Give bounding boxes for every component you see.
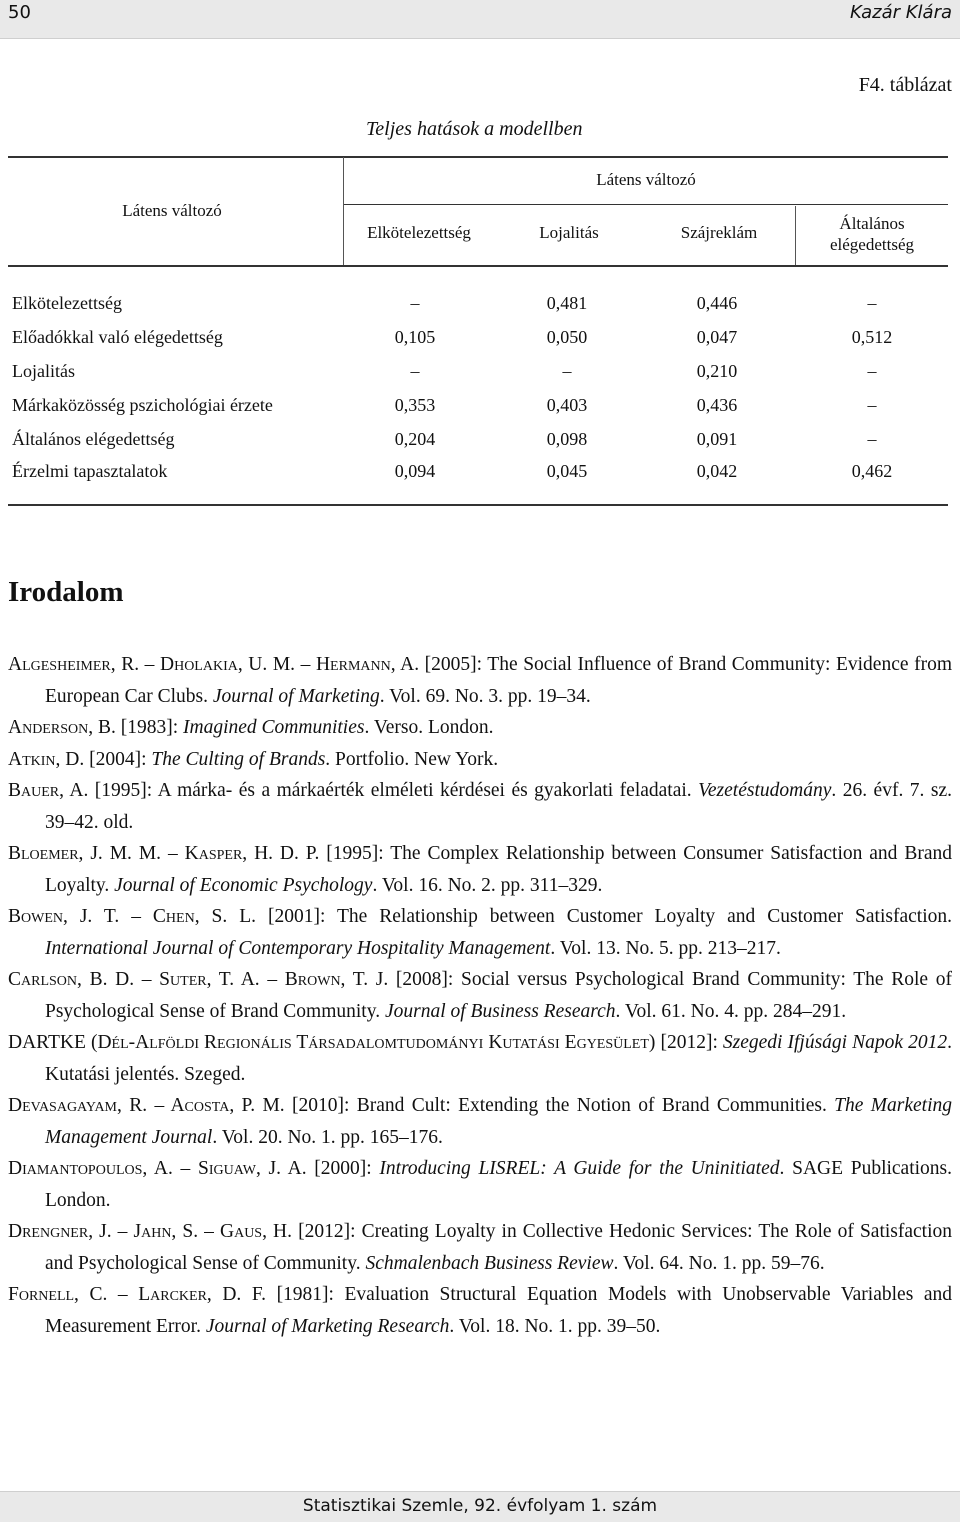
reference-details: . 26. évf. 7. sz. 39–42. old.	[45, 780, 952, 833]
row-label: Lojalitás	[12, 361, 75, 381]
reference-details: . SAGE Publications. London.	[45, 1158, 953, 1211]
section-title: Irodalom	[8, 576, 124, 608]
reference-text: [2012]:	[655, 1032, 723, 1053]
reference-authors: Devasagayam, R. – Acosta, P. M.	[8, 1095, 285, 1116]
table-cell: 0,045	[546, 461, 588, 481]
reference-details: . Vol. 18. No. 1. pp. 39–50.	[449, 1315, 661, 1337]
reference-source: Journal of Business Research	[384, 1000, 616, 1022]
reference-source: Journal of Marketing Research	[205, 1315, 450, 1337]
table-cell: 0,353	[394, 395, 436, 415]
table-cell: 0,050	[546, 327, 588, 347]
row-label: Elkötelezettség	[12, 293, 122, 313]
reference-authors: Diamantopoulos, A. – Siguaw, J. A.	[8, 1158, 307, 1179]
table-cell: 0,091	[696, 429, 738, 449]
reference-item	[8, 1153, 952, 1216]
row-label: Általános elégedettség	[12, 429, 175, 449]
table-cell: –	[410, 361, 420, 381]
reference-item	[8, 964, 952, 1027]
running-header	[0, 0, 960, 39]
reference-details: . Portfolio. New York.	[325, 748, 499, 770]
table-cell: 0,446	[696, 293, 738, 313]
table-cell: –	[562, 361, 572, 381]
table-cell: –	[867, 361, 877, 381]
reference-text: [1995]: The Complex Relationship between Consumer Satisfaction and Brand Loyalty.	[45, 843, 952, 896]
reference-details: . Vol. 64. No. 1. pp. 59–76.	[613, 1252, 825, 1274]
running-author: Kazár Klára	[849, 2, 952, 23]
col-header-elkotelezettseg: Elkötelezettség	[367, 223, 471, 242]
reference-source: Journal of Economic Psychology	[114, 874, 373, 896]
reference-source: Schmalenbach Business Review	[365, 1252, 614, 1274]
row-label: Előadókkal való elégedettség	[12, 327, 223, 347]
table-cell: 0,105	[394, 327, 436, 347]
reference-details: . Vol. 16. No. 2. pp. 311–329.	[372, 874, 603, 896]
reference-text: [2010]: Brand Cult: Extending the Notion of Brand Communities.	[284, 1095, 835, 1116]
table-header-rule	[8, 265, 948, 267]
row-label: Márkaközösség pszichológiai érzete	[12, 395, 273, 415]
reference-item	[8, 838, 952, 901]
col-header-szajreklam: Szájreklám	[680, 223, 758, 242]
reference-text: [1981]: Evaluation Structural Equation Models with Unobservable Variables and Measurement Error.	[45, 1284, 952, 1337]
reference-text: [2000]:	[306, 1158, 380, 1179]
table-cell: –	[867, 395, 877, 415]
reference-text: [1983]:	[115, 717, 183, 738]
table-label: F4. táblázat	[858, 74, 952, 96]
reference-source: Imagined Communities	[183, 717, 365, 738]
row-header: Látens változó	[122, 201, 222, 220]
table-cell: 0,462	[851, 461, 893, 481]
reference-details: . Vol. 69. No. 3. pp. 19–34.	[379, 685, 591, 707]
reference-source: The Culting of Brands	[151, 748, 326, 770]
reference-details: . Vol. 61. No. 4. pp. 284–291.	[615, 1000, 847, 1022]
table-cell: 0,094	[394, 461, 436, 481]
reference-source: Journal of Marketing	[212, 685, 380, 707]
group-header: Látens változó	[596, 170, 696, 189]
table-top-rule	[8, 156, 948, 158]
col-header-altalanos-elegedettseg: Általános elégedettség	[829, 214, 914, 254]
reference-item	[8, 1090, 952, 1153]
table-cell: 0,512	[851, 327, 893, 347]
reference-text: [2004]:	[84, 748, 152, 770]
reference-authors: Drengner, J. – Jahn, S. – Gaus, H.	[8, 1221, 293, 1242]
journal-name: Statisztikai Szemle, 92. évfolyam 1. szám	[302, 1496, 658, 1516]
reference-text: [2012]: Creating Loyalty in Collective Hedonic Services: The Role of Satisfaction and Psychological Sense of Community.	[45, 1221, 953, 1274]
reference-source: Szegedi Ifjúsági Napok 2012	[722, 1032, 948, 1053]
table-cell: –	[867, 293, 877, 313]
reference-item	[8, 1027, 952, 1090]
reference-authors: Fornell, C. – Larcker, D. F.	[8, 1284, 267, 1305]
reference-text: [1995]: A márka- és a márkaérték elméleti kérdései és gyakorlati feladatai.	[88, 780, 699, 801]
reference-source: International Journal of Contemporary Hospitality Management	[45, 937, 551, 959]
group-header-rule	[344, 204, 948, 205]
reference-source: Vezetéstudomány	[698, 780, 832, 801]
reference-details: . Verso. London.	[364, 717, 494, 738]
reference-authors: Carlson, B. D. – Suter, T. A. – Brown, T. J.	[8, 969, 389, 990]
row-label: Érzelmi tapasztalatok	[12, 461, 168, 481]
reference-authors: Atkin, D.	[8, 748, 85, 770]
reference-source: Introducing LISREL: A Guide for the Uninitiated	[379, 1158, 780, 1179]
table-cell: 0,436	[696, 395, 738, 415]
table-cell: 0,042	[696, 461, 738, 481]
reference-details: . Vol. 13. No. 5. pp. 213–217.	[550, 937, 781, 959]
table-cell: 0,204	[394, 429, 436, 449]
reference-authors: DARTKE (Dél-Alföldi Regionális Társadalomtudományi Kutatási Egyesület)	[8, 1032, 656, 1053]
reference-authors: Algesheimer, R. – Dholakia, U. M. – Hermann, A.	[8, 654, 420, 675]
reference-details: . Kutatási jelentés. Szeged.	[45, 1032, 952, 1085]
reference-authors: Bloemer, J. M. M. – Kasper, H. D. P.	[8, 843, 320, 864]
table-cell: –	[867, 429, 877, 449]
reference-item	[8, 775, 952, 838]
reference-item	[8, 901, 952, 964]
reference-details: . Vol. 20. No. 1. pp. 165–176.	[212, 1126, 443, 1148]
reference-text: [2008]: Social versus Psychological Brand Community: The Role of Psychological Sense of Brand Community.	[45, 969, 952, 1022]
reference-text: [2001]: The Relationship between Customer Loyalty and Customer Satisfaction.	[256, 906, 952, 927]
reference-text: [2005]: The Social Influence of Brand Community: Evidence from European Car Clubs.	[45, 654, 952, 707]
table-cell: 0,481	[546, 293, 588, 313]
reference-item	[8, 1279, 952, 1342]
table-cell: 0,210	[696, 361, 738, 381]
reference-authors: Bauer, A.	[8, 780, 89, 801]
reference-item	[8, 712, 952, 744]
reference-item	[8, 649, 952, 712]
page-number: 50	[8, 2, 31, 23]
reference-list	[8, 649, 952, 1342]
table-title: Teljes hatások a modellben	[366, 118, 583, 140]
reference-authors: Anderson, B.	[8, 717, 116, 738]
col-header-lojalitas: Lojalitás	[539, 223, 599, 242]
table-bottom-rule	[8, 504, 948, 506]
reference-source: The Marketing Management Journal	[45, 1095, 952, 1148]
table-cell: –	[410, 293, 420, 313]
reference-item	[8, 1216, 952, 1279]
reference-authors: Bowen, J. T. – Chen, S. L.	[8, 906, 257, 927]
reference-item	[8, 744, 952, 776]
running-footer	[0, 1491, 960, 1522]
table-cell: 0,403	[546, 395, 588, 415]
table-cell: 0,098	[546, 429, 588, 449]
table-cell: 0,047	[696, 327, 738, 347]
column-divider	[795, 206, 796, 266]
